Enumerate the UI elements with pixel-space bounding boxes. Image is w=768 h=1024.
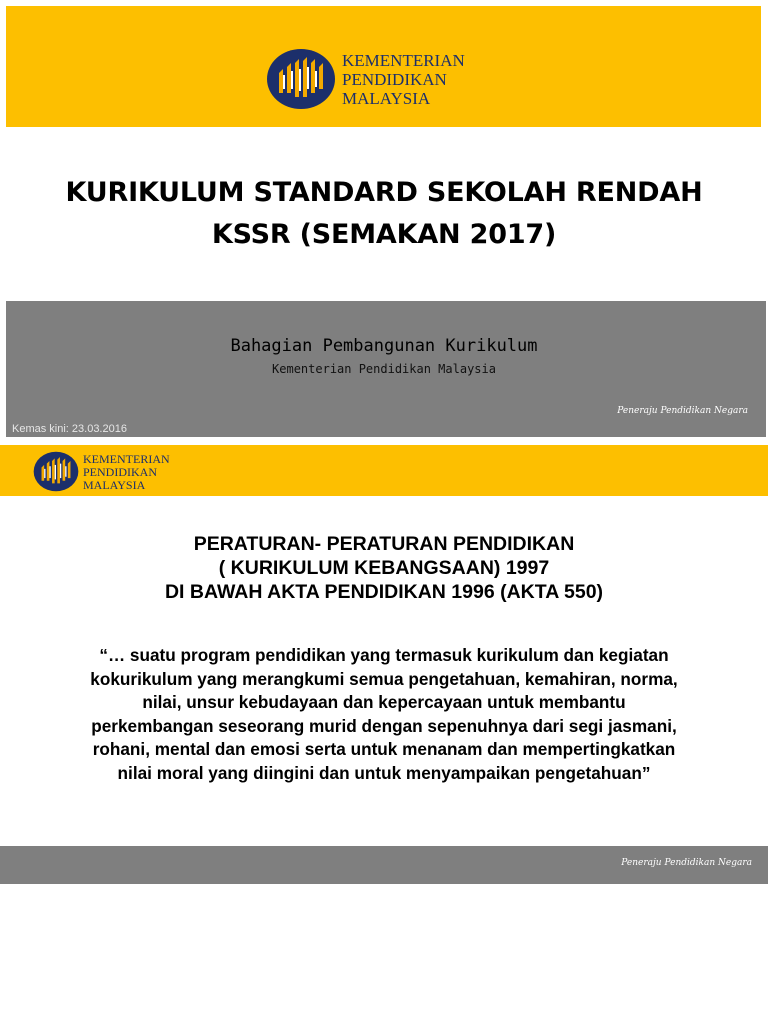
quote-line-3: nilai, unsur kebudayaan dan kepercayaan untuk membantu <box>142 692 626 713</box>
logo-line-2: PENDIDIKAN <box>83 465 157 479</box>
quote-line-4: perkembangan seseorang murid dengan sepenuhnya dari segi jasmani, <box>91 715 677 736</box>
logo-line-1: KEMENTERIAN <box>83 452 170 466</box>
logo-line-3: MALAYSIA <box>342 89 431 108</box>
quote-line-5: rohani, mental dan emosi serta untuk menanam dan mempertingkatkan <box>92 739 676 760</box>
logo-line-2: PENDIDIKAN <box>342 70 447 89</box>
ministry-logo <box>266 48 506 110</box>
quote-line-1: “… suatu program pendidikan yang termasuk kurikulum dan kegiatan <box>99 645 669 665</box>
quote-line-6: nilai moral yang diingini dan untuk menyampaikan pengetahuan” <box>117 762 651 783</box>
slide-title-line-1: KURIKULUM STANDARD SEKOLAH RENDAH <box>65 177 703 208</box>
heading-line-3: DI BAWAH AKTA PENDIDIKAN 1996 (AKTA 550) <box>164 581 604 603</box>
slide-1 <box>0 0 768 440</box>
tagline: Peneraju Pendidikan Negara <box>621 858 752 868</box>
kpm-emblem-icon <box>33 451 79 492</box>
heading-line-2: ( KURIKULUM KEBANGSAAN) 1997 <box>218 557 550 579</box>
ministry-name: Kementerian Pendidikan Malaysia <box>272 362 496 376</box>
regulation-heading <box>0 532 768 604</box>
updated-date: Kemas kini: 23.03.2016 <box>12 423 127 435</box>
quote-line-2: kokurikulum yang merangkumi semua pengetahuan, kemahiran, norma, <box>90 668 678 689</box>
kpm-emblem-icon <box>266 48 336 110</box>
department-name: Bahagian Pembangunan Kurikulum <box>230 336 538 356</box>
ministry-logo-small <box>33 451 193 493</box>
curriculum-definition-quote <box>30 644 738 786</box>
logo-line-3: MALAYSIA <box>83 478 146 492</box>
logo-line-1: KEMENTERIAN <box>342 51 465 70</box>
tagline: Peneraju Pendidikan Negara <box>617 406 748 416</box>
slide-title <box>0 172 768 256</box>
slide-title-line-2: KSSR (SEMAKAN 2017) <box>211 219 557 250</box>
heading-line-1: PERATURAN- PERATURAN PENDIDIKAN <box>193 533 575 555</box>
